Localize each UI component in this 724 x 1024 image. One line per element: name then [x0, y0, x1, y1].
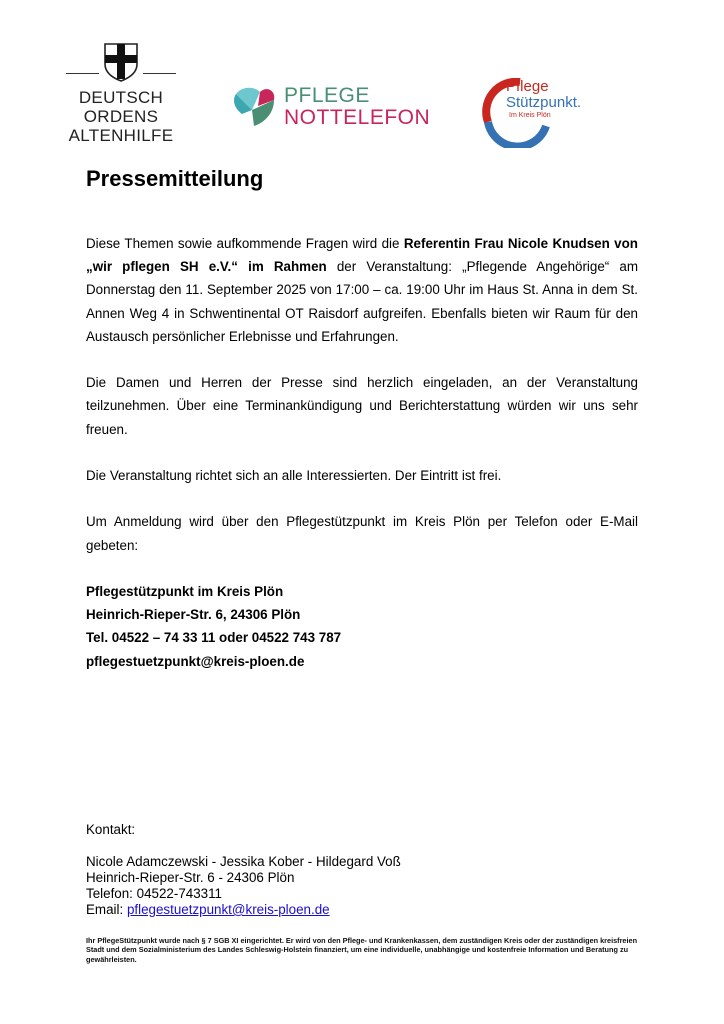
logo-nottelefon-text: NOTTELEFON: [284, 106, 431, 129]
contact-email: pflegestuetzpunkt@kreis-ploen.de: [86, 653, 305, 669]
kontakt-email-label: Email:: [86, 902, 127, 917]
paragraph-event: [86, 232, 638, 348]
kontakt-email-line: [86, 902, 401, 918]
paragraph-press: Die Damen und Herren der Presse sind herzlich eingeladen, an der Veranstaltung teilzunehmen. Über eine Terminankündigung und Berichterstattung würden wir uns sehr freuen.: [86, 375, 638, 437]
kontakt-label: Kontakt:: [86, 822, 136, 837]
deutschordens-text: [66, 88, 176, 145]
logo-divider-right: [143, 73, 176, 74]
funding-footnote: Ihr PflegeStützpunkt wurde nach § 7 SGB XI eingerichtet. Er wird von den Pflege- und Krankenkassen, dem zuständigen Kreis oder der zuständigen kreisfreien Stadt und dem Sozialministerium des Landes Schleswig-Holstein finanziert, um eine individuelle, unabhängige und kostenfreie Information und Beratung zu gewährleisten.: [86, 936, 638, 964]
logo-kreis-text: Im Kreis Plön: [509, 112, 551, 119]
logo-divider-left: [66, 73, 99, 74]
deutschordens-altenhilfe-logo: [66, 42, 176, 150]
contact-phone: Tel. 04522 – 74 33 11 oder 04522 743 787: [86, 630, 342, 646]
logo-pflege-text: Pflege: [506, 78, 549, 95]
cross-shield-icon: [103, 42, 139, 82]
kontakt-phone: Telefon: 04522-743311: [86, 886, 223, 901]
logo-line-1: DEUTSCH: [78, 88, 164, 107]
logo-pflege-text: PFLEGE: [284, 84, 370, 107]
press-release-body: [86, 232, 638, 673]
paragraph-text: Diese Themen sowie aufkommende Fragen wird die: [86, 236, 404, 251]
logo-line-3: ALTENHILFE: [68, 126, 174, 145]
logo-stuetzpunkt-text: Stützpunkt.: [506, 94, 582, 111]
page-title: Pressemitteilung: [86, 166, 264, 191]
speaker-highlight: Referentin Frau Nicole Knudsen von „wir pflegen SH e.V.“ im Rahmen: [86, 236, 638, 275]
contact-address: Heinrich-Rieper-Str. 6, 24306 Plön: [86, 607, 301, 623]
pflegestuetzpunkt-logo: [480, 78, 610, 148]
kontakt-section: [86, 822, 401, 918]
pflege-nottelefon-logo: [232, 84, 431, 132]
paragraph-registration: Um Anmeldung wird über den Pflegestützpunkt im Kreis Plön per Telefon oder E-Mail gebeten:: [86, 514, 638, 553]
registration-contact: [86, 580, 638, 673]
kontakt-names: Nicole Adamczewski - Jessika Kober - Hildegard Voß: [86, 854, 401, 869]
logo-line-2: ORDENS: [83, 107, 159, 126]
contact-org: Pflegestützpunkt im Kreis Plön: [86, 583, 284, 599]
paragraph-audience: Die Veranstaltung richtet sich an alle Interessierten. Der Eintritt ist frei.: [86, 468, 502, 483]
kontakt-email-link[interactable]: pflegestuetzpunkt@kreis-ploen.de: [126, 902, 330, 917]
pflege-nottelefon-text: [284, 85, 430, 129]
paragraph-text: der Veranstaltung: „Pflegende Angehörige“ am Donnerstag den 11. September 2025 von 17:00 – ca. 19:00 Uhr im Haus St. Anna in dem St. Annen Weg 4 in Schwentinental OT Raisdorf aufgreifen. Ebenfalls bieten wir Raum für den Austausch persönlicher Erlebnisse und Erfahrungen.: [86, 259, 638, 344]
kontakt-address: Heinrich-Rieper-Str. 6 - 24306 Plön: [86, 870, 295, 885]
logo-header: [0, 0, 724, 160]
heart-mark-icon: [232, 84, 278, 128]
